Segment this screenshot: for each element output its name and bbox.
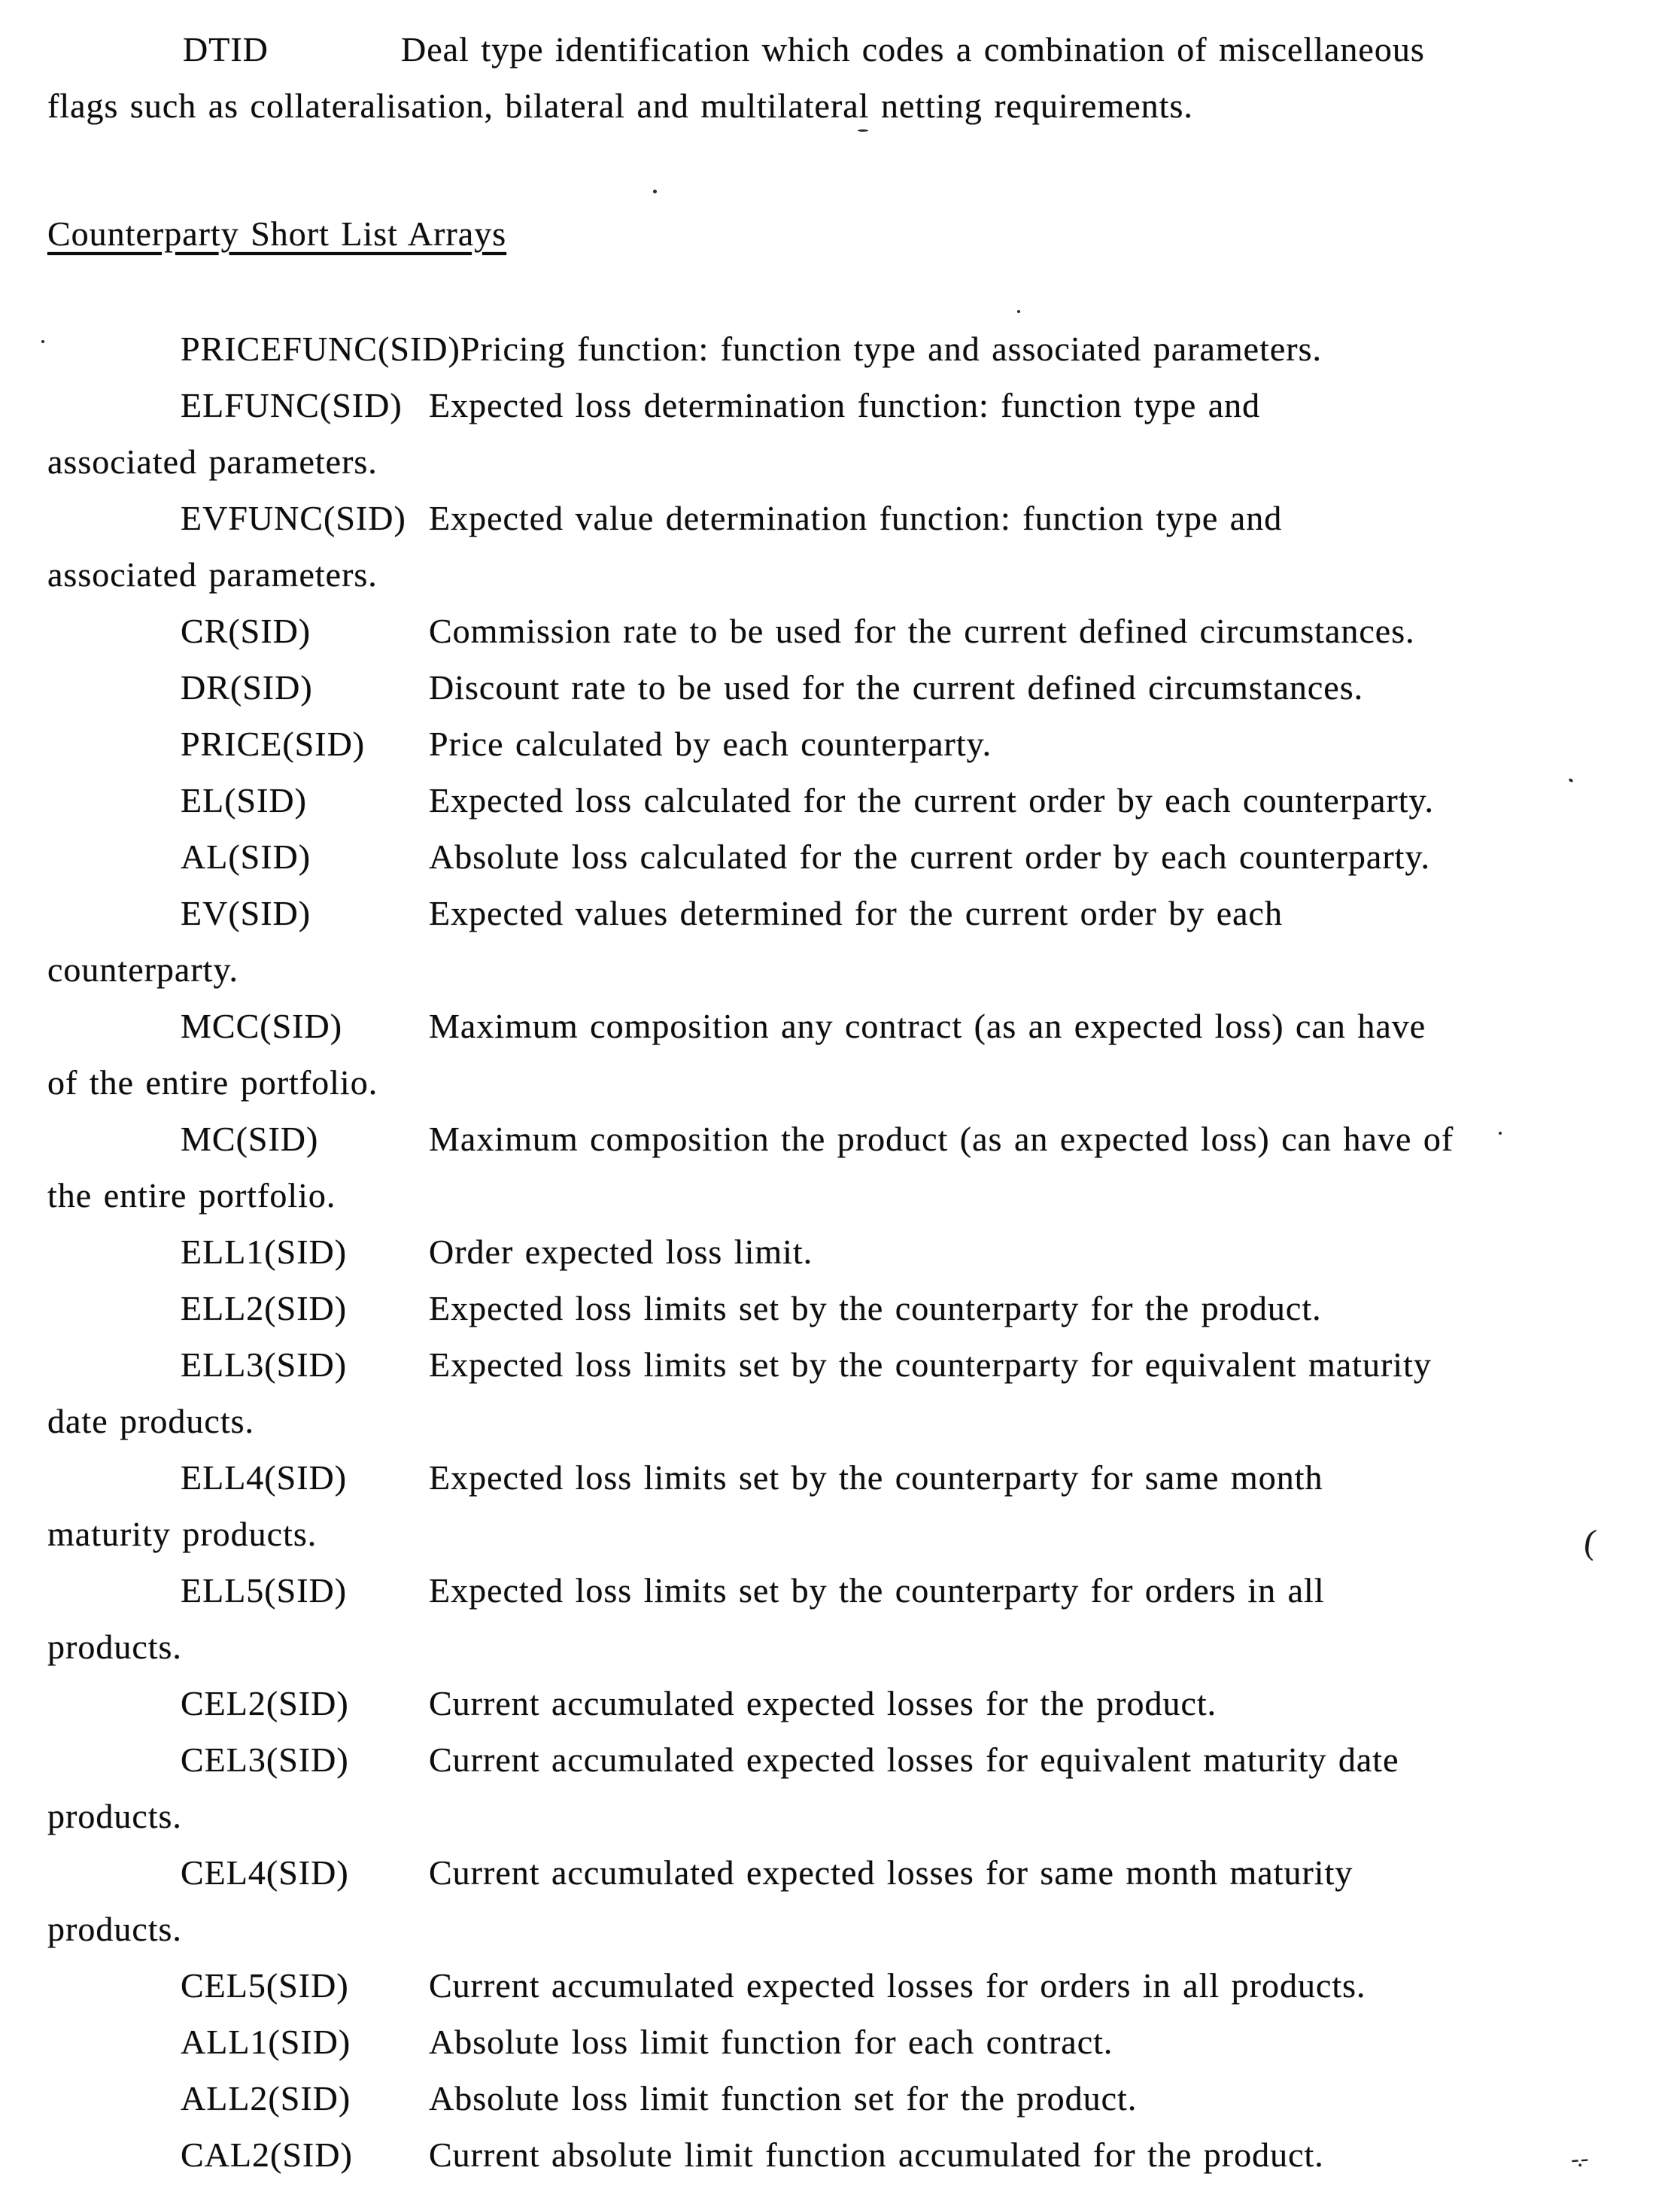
term-entry [47, 2126, 1642, 2183]
term-entry [47, 1562, 1642, 1675]
term-description-line: Commission rate to be used for the current defined circumstances. [429, 612, 1415, 650]
term-description-line: Absolute loss calculated for the current order by each counterparty. [429, 838, 1430, 876]
term-list [47, 321, 1642, 2183]
term-description-line: Expected loss determination function: function type and [429, 386, 1261, 424]
term-description-line: Expected value determination function: function type and [429, 499, 1283, 537]
section-heading [47, 205, 1642, 262]
term-description-continuation: maturity products. [47, 1515, 317, 1553]
page-content [47, 21, 1642, 2183]
term-label: ELL4(SID) [181, 1458, 348, 1497]
term-description-line: Current accumulated expected losses for same month maturity [429, 1853, 1353, 1892]
term-description-continuation: products. [47, 1628, 182, 1666]
term-label: EL(SID) [181, 781, 307, 819]
term-entry-line [47, 1844, 1642, 1901]
term-label: EVFUNC(SID) [181, 499, 406, 537]
term-entry [47, 321, 1642, 377]
term-entry-line [47, 2070, 1642, 2126]
term-label: ELL5(SID) [181, 1571, 348, 1610]
term-label: ELFUNC(SID) [181, 386, 403, 424]
term-entry-line [47, 772, 1642, 828]
term-description-continuation: counterparty. [47, 950, 238, 989]
term-entry [47, 659, 1642, 716]
term-label: CEL2(SID) [181, 1684, 349, 1722]
term-description-line: Pricing function: function type and associated parameters. [460, 330, 1322, 368]
term-label: ELL2(SID) [181, 1289, 348, 1327]
term-entry-line [47, 1111, 1642, 1167]
term-label: DTID [183, 30, 269, 68]
term-entry-line [47, 716, 1642, 772]
term-entry-line [47, 1336, 1642, 1393]
term-description-continuation: products. [47, 1910, 182, 1948]
term-entry-line [47, 659, 1642, 716]
term-description-line: Expected values determined for the current order by each [429, 894, 1283, 932]
term-entry [47, 1844, 1642, 1957]
term-entry [47, 1957, 1642, 2014]
term-label: ELL3(SID) [181, 1345, 348, 1384]
term-description-line: Current accumulated expected losses for orders in all products. [429, 1966, 1366, 2005]
term-entry [47, 1336, 1642, 1449]
term-entry-line [47, 1731, 1642, 1788]
term-entry-line [47, 1449, 1642, 1506]
term-entry [47, 885, 1642, 998]
term-entry-line [47, 377, 1642, 433]
term-entry-line [47, 885, 1642, 941]
term-entry [47, 772, 1642, 828]
term-entry-line [47, 603, 1642, 659]
term-entry-line [47, 1562, 1642, 1619]
term-entry-line [47, 2014, 1642, 2070]
term-entry-line [47, 1224, 1642, 1280]
term-label: MC(SID) [181, 1120, 319, 1158]
term-label: CEL5(SID) [181, 1966, 349, 2005]
dtid-definition [47, 21, 1642, 134]
term-description-continuation: the entire portfolio. [47, 1176, 336, 1214]
term-label: ALL2(SID) [181, 2079, 351, 2117]
term-description-line: Price calculated by each counterparty. [429, 725, 992, 763]
scan-artifact-paren: ( [1581, 1521, 1599, 1561]
term-description-line: Current absolute limit function accumulated for the product. [429, 2136, 1324, 2174]
term-description-continuation: date products. [47, 1402, 255, 1440]
term-label: PRICEFUNC(SID) [181, 330, 460, 368]
term-description-continuation: products. [47, 1797, 182, 1835]
term-entry [47, 828, 1642, 885]
term-description-continuation: flags such as collateralisation, bilateral and multilateral netting requirements. [47, 87, 1193, 125]
term-entry [47, 490, 1642, 603]
term-entry-line [47, 2126, 1642, 2183]
term-entry [47, 1675, 1642, 1731]
term-entry [47, 998, 1642, 1111]
term-entry [47, 1111, 1642, 1224]
term-description-continuation: associated parameters. [47, 442, 378, 481]
term-label: CEL4(SID) [181, 1853, 349, 1892]
term-description-continuation: associated parameters. [47, 555, 378, 594]
term-description-line: Discount rate to be used for the current defined circumstances. [429, 668, 1364, 707]
term-entry-line [47, 1675, 1642, 1731]
term-entry [47, 1224, 1642, 1280]
term-entry-line [47, 998, 1642, 1054]
term-description-line: Current accumulated expected losses for the product. [429, 1684, 1217, 1722]
term-label: ALL1(SID) [181, 2023, 351, 2061]
term-entry-line [47, 828, 1642, 885]
dtid-definition-line [47, 21, 1642, 78]
term-entry [47, 377, 1642, 490]
term-entry [47, 603, 1642, 659]
term-description-continuation: of the entire portfolio. [47, 1063, 378, 1102]
term-entry-line [47, 1957, 1642, 2014]
term-description-line: Expected loss calculated for the current order by each counterparty. [429, 781, 1434, 819]
section-heading-text: Counterparty Short List Arrays [47, 214, 507, 253]
scan-speck [858, 129, 868, 132]
term-label: CEL3(SID) [181, 1740, 349, 1779]
scan-artifact-squiggle: -.- [1569, 2144, 1587, 2172]
term-label: DR(SID) [181, 668, 313, 707]
scan-speck [41, 340, 44, 343]
term-entry-line [47, 321, 1642, 377]
term-label: AL(SID) [181, 838, 311, 876]
term-description-line: Deal type identification which codes a combination of miscellaneous [401, 30, 1425, 68]
term-label: PRICE(SID) [181, 725, 366, 763]
term-entry [47, 1280, 1642, 1336]
term-entry [47, 716, 1642, 772]
term-entry-line [47, 490, 1642, 546]
term-description-line: Expected loss limits set by the counterparty for the product. [429, 1289, 1322, 1327]
term-label: MCC(SID) [181, 1007, 343, 1045]
term-description-line: Current accumulated expected losses for equivalent maturity date [429, 1740, 1399, 1779]
term-entry [47, 2070, 1642, 2126]
scan-speck [1499, 1132, 1502, 1135]
scan-speck [653, 190, 657, 193]
term-label: CR(SID) [181, 612, 311, 650]
term-description-line: Absolute loss limit function for each contract. [429, 2023, 1113, 2061]
term-description-line: Expected loss limits set by the counterparty for same month [429, 1458, 1323, 1497]
term-description-line: Maximum composition the product (as an expected loss) can have of [429, 1120, 1454, 1158]
term-label: EV(SID) [181, 894, 311, 932]
term-entry [47, 1449, 1642, 1562]
term-description-line: Expected loss limits set by the counterparty for equivalent maturity [429, 1345, 1432, 1384]
term-description-line: Order expected loss limit. [429, 1233, 813, 1271]
term-description-line: Absolute loss limit function set for the product. [429, 2079, 1138, 2117]
term-description-line: Maximum composition any contract (as an expected loss) can have [429, 1007, 1426, 1045]
scan-speck [1017, 310, 1020, 313]
term-description-line: Expected loss limits set by the counterparty for orders in all [429, 1571, 1325, 1610]
term-label: CAL2(SID) [181, 2136, 353, 2174]
term-entry-line [47, 1280, 1642, 1336]
term-label: ELL1(SID) [181, 1233, 348, 1271]
term-entry [47, 2014, 1642, 2070]
term-entry [47, 1731, 1642, 1844]
